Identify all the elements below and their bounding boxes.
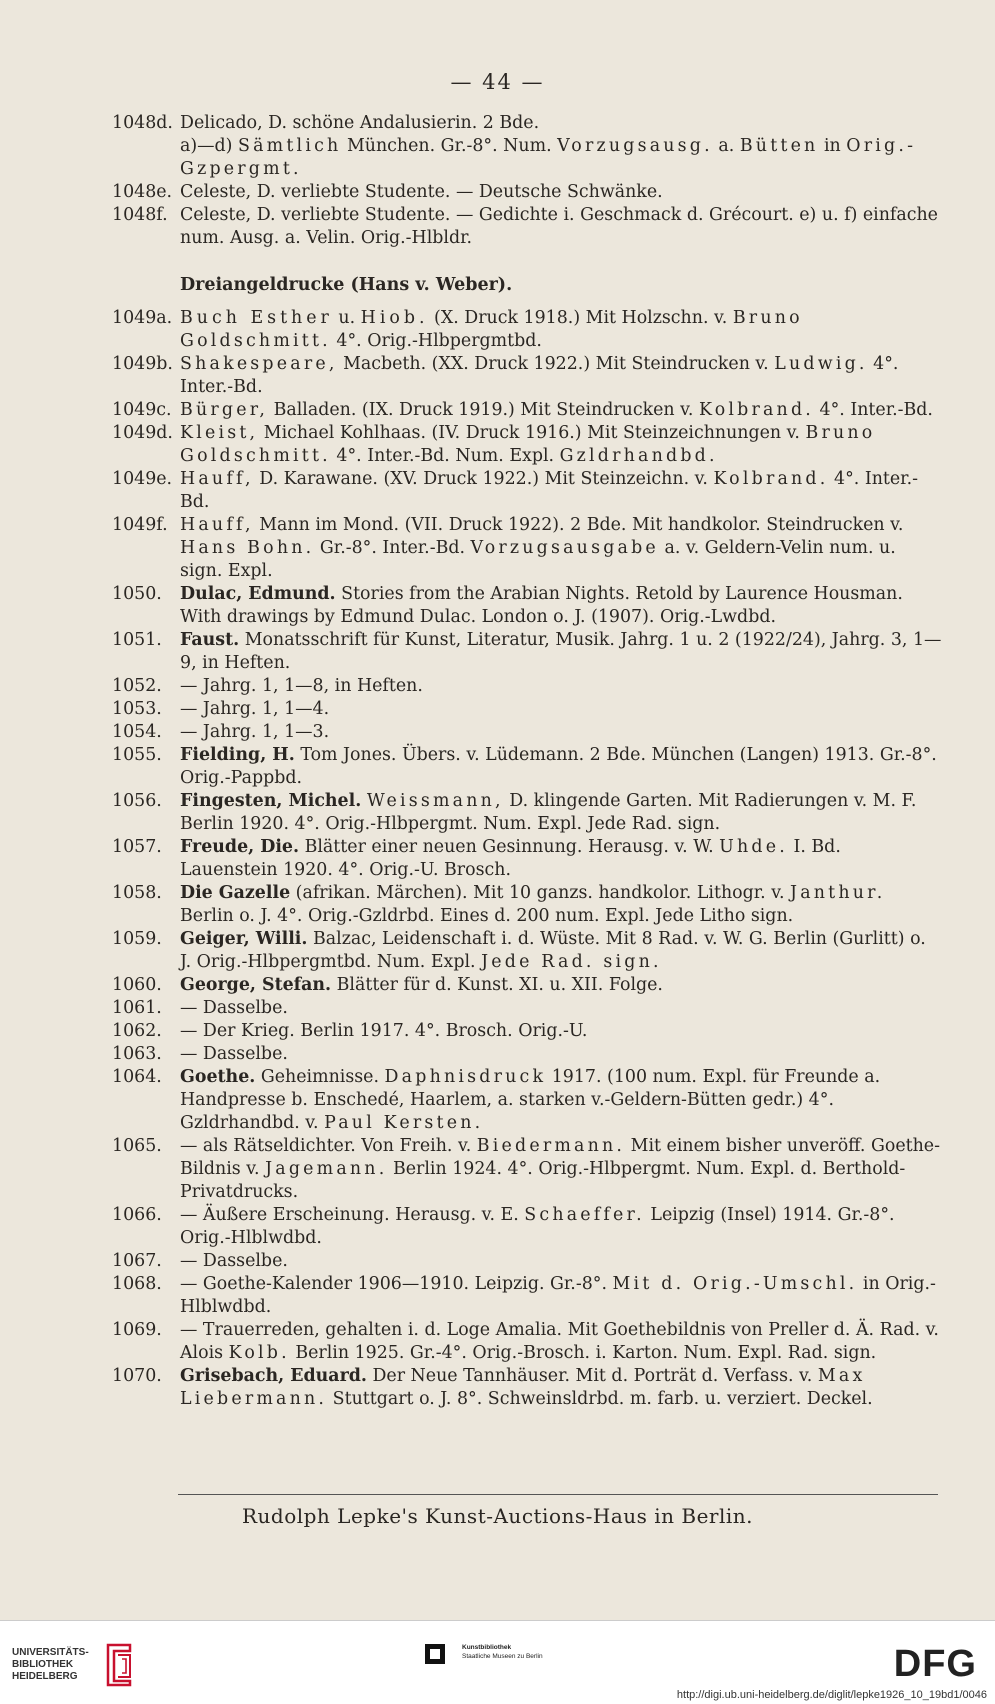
ub-line-3: HEIDELBERG bbox=[12, 1671, 78, 1682]
catalog-entry bbox=[112, 721, 942, 744]
catalog-entry bbox=[112, 1273, 942, 1319]
entry-number: 1049c. bbox=[112, 400, 172, 420]
entry-number: 1068. bbox=[112, 1274, 162, 1294]
entry-text-part: — Dasselbe. bbox=[180, 1251, 288, 1271]
footer-imprint: Rudolph Lepke's Kunst-Auctions-Haus in Berlin. bbox=[241, 1504, 754, 1528]
entry-text-part: Jede Rad. sign. bbox=[481, 952, 662, 972]
entry-text-part: Fielding, H. bbox=[180, 745, 295, 765]
entry-number: 1049a. bbox=[112, 308, 173, 328]
entry-text-part: 1917. (100 num. Expl. für Freunde a. Handpresse b. Enschedé, Haarlem, a. starken v.-Geldern-Bütten gedr.) 4°. Gzldrhandbd. v. bbox=[180, 1067, 881, 1133]
entry-text-part: Kolb. bbox=[228, 1343, 290, 1363]
entry-text-part: D. klingende Garten. Mit Radierungen v. M. F. Berlin 1920. 4°. Orig.-Hlbpergmt. Num. Expl. Jede Rad. sign. bbox=[180, 791, 917, 834]
entry-text-part: in bbox=[818, 136, 847, 156]
footer-rule bbox=[178, 1494, 938, 1495]
entry-number: 1050. bbox=[112, 584, 162, 604]
catalog-entry bbox=[112, 928, 942, 974]
entry-text-part: Fingesten, Michel. bbox=[180, 791, 362, 811]
entry-text bbox=[180, 1135, 942, 1204]
catalog-entry bbox=[112, 629, 942, 675]
entry-text-part: in Orig.-Hlblwdbd. bbox=[180, 1274, 936, 1317]
entry-text-part: — Trauerreden, gehalten i. d. Loge Amalia. Mit Goethebildnis von Preller d. Ä. Rad. v. Alois bbox=[180, 1320, 939, 1363]
entry-text bbox=[180, 1020, 942, 1043]
entry-text-part: Paul Kersten. bbox=[324, 1113, 484, 1133]
entry-text-part: Geiger, Willi. bbox=[180, 929, 308, 949]
entry-number: 1063. bbox=[112, 1044, 162, 1064]
entry-text-part: Vorzugsausgabe bbox=[470, 538, 659, 558]
entry-text bbox=[180, 675, 942, 698]
catalog-entry bbox=[112, 307, 942, 353]
kb-line-2: Staatliche Museen zu Berlin bbox=[462, 1653, 543, 1660]
entry-text bbox=[180, 204, 942, 250]
entry-text-part: — Jahrg. 1, 1—8, in Heften. bbox=[180, 676, 423, 696]
catalog-entry bbox=[112, 1319, 942, 1365]
entry-text-part: Mann im Mond. (VII. Druck 1922). 2 Bde. Mit handkolor. Steindrucken v. bbox=[253, 515, 904, 535]
entry-text bbox=[180, 836, 942, 882]
entry-text bbox=[180, 629, 942, 675]
catalog-entry bbox=[112, 422, 942, 468]
catalog-entry bbox=[112, 1365, 942, 1411]
catalog-entry bbox=[112, 468, 942, 514]
entry-text-part: Freude, Die. bbox=[180, 837, 300, 857]
entry-number bbox=[112, 135, 180, 181]
entry-number: 1065. bbox=[112, 1136, 162, 1156]
entry-text-part: Sämtlich bbox=[238, 136, 342, 156]
entry-text bbox=[180, 1066, 942, 1135]
catalog-entry bbox=[112, 882, 942, 928]
entry-text-part: Bürger, bbox=[180, 400, 269, 420]
kunstbibliothek-logo-icon bbox=[424, 1643, 446, 1665]
entry-text bbox=[180, 583, 942, 629]
entry-text-part: Ludwig. bbox=[774, 354, 868, 374]
entry-text-part: (X. Druck 1918.) Mit Holzschn. v. bbox=[428, 308, 733, 328]
entry-number: 1049d. bbox=[112, 423, 173, 443]
entry-text bbox=[180, 928, 942, 974]
catalog-entry bbox=[112, 836, 942, 882]
entry-text-part: Die Gazelle bbox=[180, 883, 291, 903]
entry-text-part: — Der Krieg. Berlin 1917. 4°. Brosch. Orig.-U. bbox=[180, 1021, 588, 1041]
entry-text-part: Gzldrhandbd. bbox=[559, 446, 718, 466]
section-heading: Dreiangeldrucke (Hans v. Weber). bbox=[180, 275, 513, 295]
entry-text-part: 4°. Inter.-Bd. bbox=[180, 354, 899, 397]
kunstbibliothek-label bbox=[462, 1643, 543, 1661]
entry-text-part: Berlin 1925. Gr.-4°. Orig.-Brosch. i. Karton. Num. Expl. Rad. sign. bbox=[289, 1343, 877, 1363]
catalog-entry bbox=[112, 1020, 942, 1043]
entry-text-part: u. bbox=[332, 308, 361, 328]
entry-text bbox=[180, 1319, 942, 1365]
entry-number: 1053. bbox=[112, 699, 162, 719]
entry-text bbox=[180, 997, 942, 1020]
entry-text-part: — Goethe-Kalender 1906—1910. Leipzig. Gr.-8°. bbox=[180, 1274, 613, 1294]
entry-text-part: — Dasselbe. bbox=[180, 1044, 288, 1064]
entry-number: 1052. bbox=[112, 676, 162, 696]
entry-number: 1055. bbox=[112, 745, 162, 765]
entry-text bbox=[180, 1250, 942, 1273]
ub-line-2: BIBLIOTHEK bbox=[12, 1659, 74, 1670]
entry-text-part: Leipzig (Insel) 1914. Gr.-8°. Orig.-Hlblwdbd. bbox=[180, 1205, 895, 1248]
entry-text-part: Celeste, D. verliebte Studente. — Deutsche Schwänke. bbox=[180, 182, 663, 202]
entry-number: 1048f. bbox=[112, 205, 168, 225]
entry-text-part: 4°. Orig.-Hlbpergmtbd. bbox=[330, 331, 542, 351]
catalog-entry bbox=[112, 514, 942, 583]
entry-number: 1069. bbox=[112, 1320, 162, 1340]
entry-text-part: Monatsschrift für Kunst, Literatur, Musik. Jahrg. 1 u. 2 (1922/24), Jahrg. 3, 1—9, in Heften. bbox=[180, 630, 942, 673]
entry-text-part: Tom Jones. Übers. v. Lüdemann. 2 Bde. München (Langen) 1913. Gr.-8°. Orig.-Pappbd. bbox=[180, 745, 937, 788]
entry-text-part: Daphnisdruck bbox=[384, 1067, 547, 1087]
entry-text-part: Hans Bohn. bbox=[180, 538, 315, 558]
entry-text-part: Bruno Goldschmitt. bbox=[180, 423, 876, 466]
entry-text-part: Stories from the Arabian Nights. Retold by Laurence Housman. With drawings by Edmund Dulac. London o. J. (1907). Orig.-Lwdbd. bbox=[180, 584, 903, 627]
catalog-entry bbox=[112, 1204, 942, 1250]
ub-heidelberg-label bbox=[12, 1647, 89, 1683]
entry-text bbox=[180, 181, 942, 204]
entry-text-part: Geheimnisse. bbox=[255, 1067, 385, 1087]
entry-number: 1051. bbox=[112, 630, 162, 650]
entry-number: 1062. bbox=[112, 1021, 162, 1041]
entry-list-top bbox=[112, 112, 942, 250]
entry-text-part: — Dasselbe. bbox=[180, 998, 288, 1018]
entry-text-part: George, Stefan. bbox=[180, 975, 332, 995]
entry-number: 1066. bbox=[112, 1205, 162, 1225]
catalog-entry bbox=[112, 997, 942, 1020]
entry-text-part: Hauff, bbox=[180, 515, 254, 535]
entry-number: 1049f. bbox=[112, 515, 168, 535]
entry-text-part: Macbeth. (XX. Druck 1922.) Mit Steindrucken v. bbox=[337, 354, 775, 374]
entry-text-part: — Jahrg. 1, 1—4. bbox=[180, 699, 330, 719]
dfg-logo: DFG bbox=[893, 1643, 977, 1685]
entry-text-part: Blätter für d. Kunst. XI. u. XII. Folge. bbox=[331, 975, 663, 995]
catalog-entry bbox=[112, 1043, 942, 1066]
catalog-entry bbox=[112, 135, 942, 181]
entry-list-main bbox=[112, 307, 942, 1411]
entry-number: 1064. bbox=[112, 1067, 162, 1087]
entry-number: 1049b. bbox=[112, 354, 173, 374]
entry-text bbox=[180, 353, 942, 399]
entry-text-part: Janthur. bbox=[790, 883, 886, 903]
entry-text-part: Delicado, D. schöne Andalusierin. 2 Bde. bbox=[180, 113, 540, 133]
entry-text-part: 4°. Inter.-Bd. Num. Expl. bbox=[330, 446, 560, 466]
entry-text-part: Schaeffer. bbox=[524, 1205, 645, 1225]
entry-text-part: Kolbrand. bbox=[713, 469, 829, 489]
entry-number: 1070. bbox=[112, 1366, 162, 1386]
library-footer-bar bbox=[0, 1620, 995, 1704]
entry-text-part: Bruno Goldschmitt. bbox=[180, 308, 803, 351]
entry-number: 1056. bbox=[112, 791, 162, 811]
entry-text-part: Jagemann. bbox=[265, 1159, 388, 1179]
entry-text bbox=[180, 514, 942, 583]
entry-text bbox=[180, 974, 942, 997]
entry-text-part: Faust. bbox=[180, 630, 240, 650]
entry-text-part: Weissmann, bbox=[366, 791, 504, 811]
entry-text bbox=[180, 112, 942, 135]
entry-text bbox=[180, 721, 942, 744]
entry-text-part: Uhde. bbox=[719, 837, 788, 857]
catalog-entry bbox=[112, 353, 942, 399]
catalog-entry bbox=[112, 181, 942, 204]
entry-text bbox=[180, 698, 942, 721]
entry-number: 1060. bbox=[112, 975, 162, 995]
entry-text-part: 4°. Inter.-Bd. bbox=[814, 400, 933, 420]
entry-text-part: Goethe. bbox=[180, 1067, 256, 1087]
entry-text-part: Berlin 1924. 4°. Orig.-Hlbpergmt. Num. Expl. d. Berthold-Privatdrucks. bbox=[180, 1159, 906, 1202]
entry-text-part: Blätter einer neuen Gesinnung. Herausg. v. W. bbox=[299, 837, 720, 857]
entry-number: 1058. bbox=[112, 883, 162, 903]
entry-text-part: Mit einem bisher unveröff. Goethe-Bildnis v. bbox=[180, 1136, 940, 1179]
catalog-entry bbox=[112, 1135, 942, 1204]
entry-text-part: Grisebach, Eduard. bbox=[180, 1366, 367, 1386]
catalog-entry bbox=[112, 1250, 942, 1273]
entry-text-part: a. bbox=[712, 136, 740, 156]
entry-text bbox=[180, 422, 942, 468]
entry-text bbox=[180, 1365, 942, 1411]
entry-text-part: Max Liebermann. bbox=[180, 1366, 866, 1409]
entry-text bbox=[180, 1204, 942, 1250]
entry-text-part: Michael Kohlhaas. (IV. Druck 1916.) Mit Steinzeichnungen v. bbox=[258, 423, 806, 443]
entry-text-part: Balladen. (IX. Druck 1919.) Mit Steindrucken v. bbox=[268, 400, 699, 420]
entry-text-part: Gr.-8°. Inter.-Bd. bbox=[314, 538, 471, 558]
catalog-entry bbox=[112, 790, 942, 836]
entry-number: 1054. bbox=[112, 722, 162, 742]
entry-text bbox=[180, 399, 942, 422]
catalog-entry bbox=[112, 974, 942, 997]
ub-line-1: UNIVERSITÄTS- bbox=[12, 1647, 89, 1658]
entry-text-part: D. Karawane. (XV. Druck 1922.) Mit Steinzeichn. v. bbox=[253, 469, 714, 489]
entry-text bbox=[180, 307, 942, 353]
entry-text-part: (afrikan. Märchen). Mit 10 ganzs. handkolor. Lithogr. v. bbox=[290, 883, 791, 903]
catalog-entry bbox=[112, 399, 942, 422]
entry-number: 1048e. bbox=[112, 182, 173, 202]
entry-number: 1049e. bbox=[112, 469, 173, 489]
entry-text-part: Kolbrand. bbox=[698, 400, 814, 420]
entry-text-part: Mit d. Orig.-Umschl. bbox=[612, 1274, 858, 1294]
entry-text-part: München. Gr.-8°. Num. bbox=[341, 136, 558, 156]
entry-text-part: Balzac, Leidenschaft i. d. Wüste. Mit 8 Rad. v. W. G. Berlin (Gurlitt) o. J. Orig.-Hlbpergmtbd. Num. Expl. bbox=[180, 929, 926, 972]
catalog-entry bbox=[112, 204, 942, 250]
entry-text bbox=[180, 790, 942, 836]
ub-heidelberg-logo-icon bbox=[102, 1641, 136, 1687]
entry-text-part: Celeste, D. verliebte Studente. — Gedichte i. Geschmack d. Grécourt. e) u. f) einfache num. Ausg. a. Velin. Orig.-Hlbldr. bbox=[180, 205, 938, 248]
entry-number: 1057. bbox=[112, 837, 162, 857]
catalog-entry bbox=[112, 744, 942, 790]
entry-text-part: Berlin o. J. 4°. Orig.-Gzldrbd. Eines d. 200 num. Expl. Jede Litho sign. bbox=[180, 906, 794, 926]
catalog-entries bbox=[112, 112, 942, 1411]
entry-text bbox=[180, 1273, 942, 1319]
entry-text bbox=[180, 744, 942, 790]
entry-text-part: Der Neue Tannhäuser. Mit d. Porträt d. Verfass. v. bbox=[366, 1366, 818, 1386]
entry-text bbox=[180, 135, 942, 181]
entry-text-part: Orig.-Gzpergmt. bbox=[180, 136, 917, 179]
entry-text-part: Kleist, bbox=[180, 423, 259, 443]
entry-text-part: Hiob. bbox=[360, 308, 429, 328]
entry-text-part: a)—d) bbox=[180, 136, 238, 156]
entry-text-part: Stuttgart o. J. 8°. Schweinsldrbd. m. farb. u. verziert. Deckel. bbox=[327, 1389, 873, 1409]
entry-text-part: Dulac, Edmund. bbox=[180, 584, 336, 604]
entry-text bbox=[180, 468, 942, 514]
entry-text-part: Buch Esther bbox=[180, 308, 333, 328]
catalog-entry bbox=[112, 112, 942, 135]
entry-text-part: Vorzugsausg. bbox=[557, 136, 713, 156]
entry-text-part: Bütten bbox=[739, 136, 819, 156]
entry-number: 1048d. bbox=[112, 113, 173, 133]
entry-text bbox=[180, 1043, 942, 1066]
entry-number: 1061. bbox=[112, 998, 162, 1018]
entry-text-part: — Äußere Erscheinung. Herausg. v. E. bbox=[180, 1205, 525, 1225]
source-url[interactable]: http://digi.ub.uni-heidelberg.de/diglit/lepke1926_10_19bd1/0046 bbox=[676, 1689, 987, 1701]
entry-text-part: — Jahrg. 1, 1—3. bbox=[180, 722, 330, 742]
entry-text bbox=[180, 882, 942, 928]
entry-number: 1059. bbox=[112, 929, 162, 949]
entry-text-part: I. Bd. Lauenstein 1920. 4°. Orig.-U. Brosch. bbox=[180, 837, 841, 880]
entry-text-part: Biedermann. bbox=[476, 1136, 626, 1156]
entry-text-part: — als Rätseldichter. Von Freih. v. bbox=[180, 1136, 477, 1156]
entry-number: 1067. bbox=[112, 1251, 162, 1271]
page-number: — 44 — bbox=[450, 70, 545, 94]
entry-text-part: Hauff, bbox=[180, 469, 254, 489]
entry-text-part: a. v. Geldern-Velin num. u. sign. Expl. bbox=[180, 538, 896, 581]
kb-line-1: Kunstbibliothek bbox=[462, 1644, 512, 1651]
entry-text-part: Shakespeare, bbox=[180, 354, 338, 374]
catalog-entry bbox=[112, 583, 942, 629]
catalog-entry bbox=[112, 1066, 942, 1135]
entry-text-part: 4°. Inter.-Bd. bbox=[180, 469, 918, 512]
catalog-entry bbox=[112, 675, 942, 698]
catalog-entry bbox=[112, 698, 942, 721]
